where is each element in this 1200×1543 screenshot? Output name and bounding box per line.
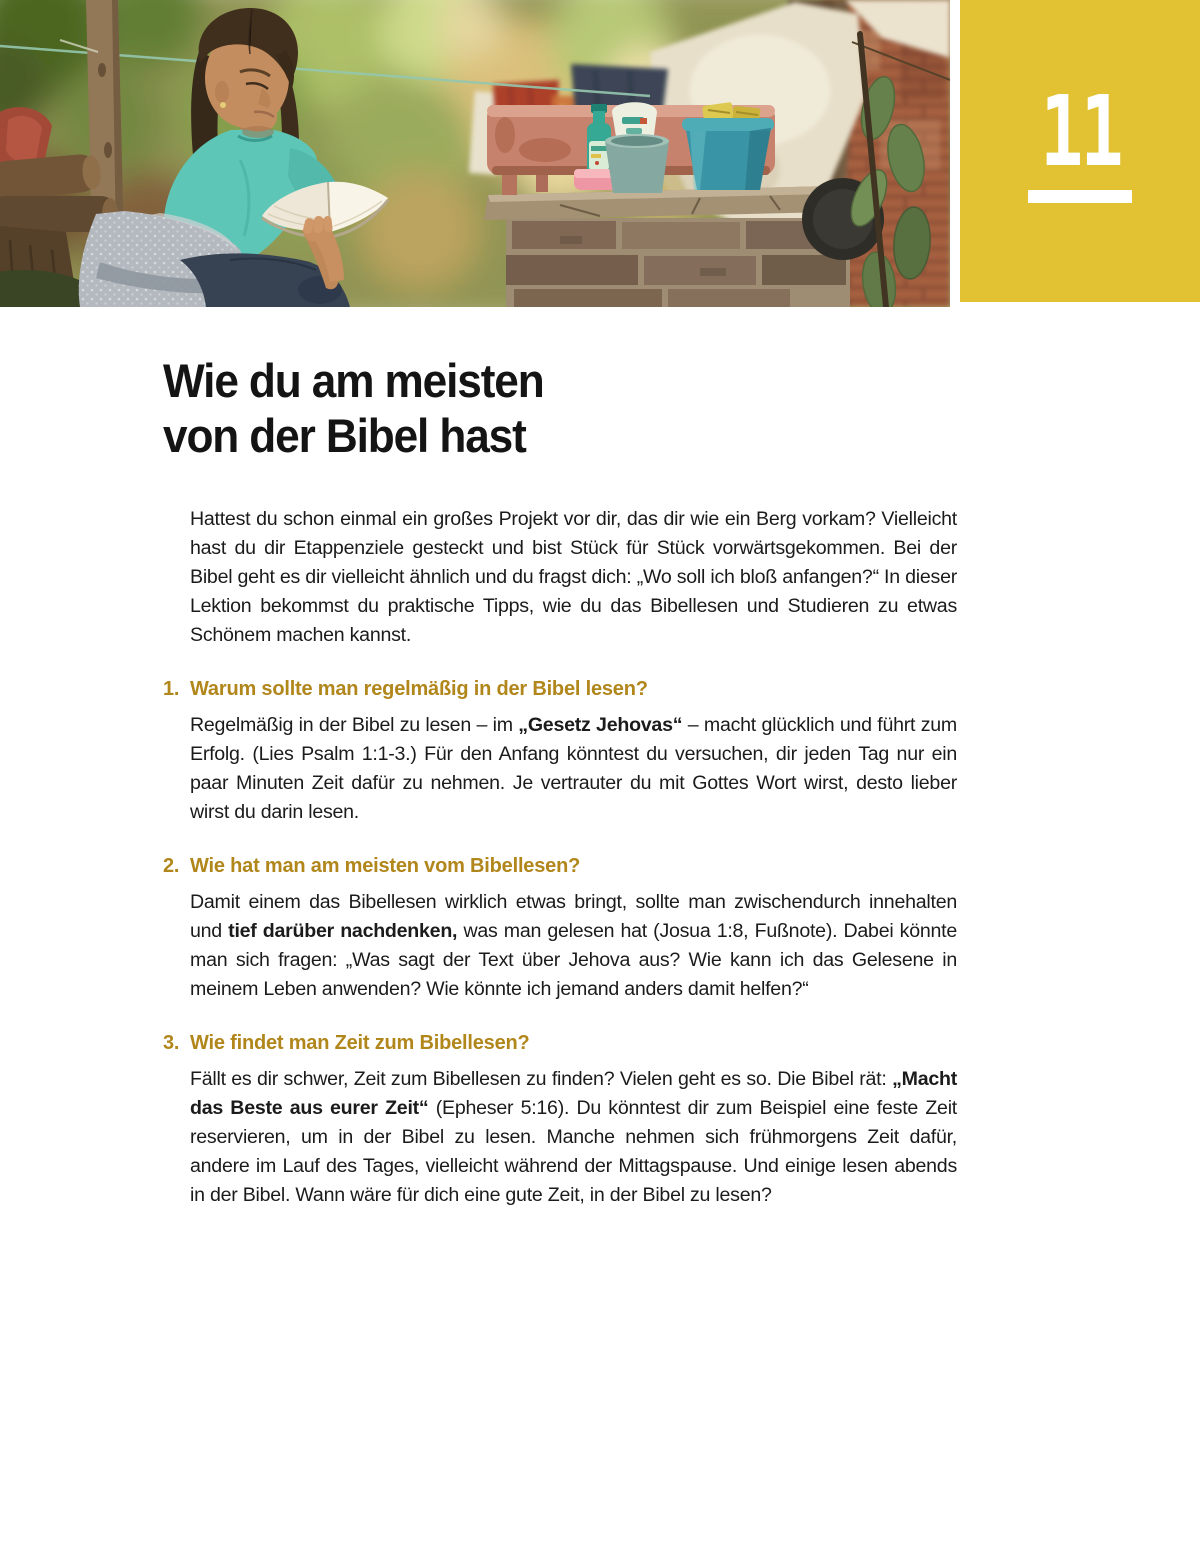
question-heading-text: Warum sollte man regelmäßig in der Bibel lesen?: [190, 678, 648, 700]
bold-phrase: tief darüber nachdenken,: [228, 920, 458, 942]
intro-paragraph: Hattest du schon einmal ein großes Projekt vor dir, das dir wie ein Berg vorkam? Vielleicht hast du dir Etappenziele gesteckt und bist Stück für Stück vorwärtsgekommen. Bei der Bibel geht es dir vielleicht ähnlich und du fragst dich: „Wo soll ich bloß anfangen?“ In dieser Lektion bekommst du praktische Tipps, wie du das Bibellesen und Studieren zu etwas Schönem machen kannst.: [190, 508, 957, 646]
lesson-section: [163, 854, 957, 1004]
chapter-box: [960, 0, 1200, 302]
hero: [0, 0, 1200, 307]
page-title-line1: Wie du am meisten: [163, 354, 544, 407]
bold-phrase: „Macht das Beste aus eurer Zeit“: [190, 1068, 957, 1119]
section-paragraph: [190, 888, 957, 1004]
photo-warm-wash: [0, 0, 950, 307]
section-paragraph: [190, 711, 957, 827]
page-title-line2: von der Bibel hast: [163, 409, 526, 462]
question-heading-text: Wie findet man Zeit zum Bibellesen?: [190, 1032, 530, 1054]
question-heading: [163, 677, 957, 702]
bold-phrase: „Gesetz Jehovas“: [518, 714, 683, 736]
text-segment: – macht glücklich und führt zum Erfolg. (Lies Psalm 1:1-3.) Für den Anfang könntest du versuchen, dir jeden Tag nur ein paar Minuten Zeit dafür zu nehmen. Je vertrauter du mit Gottes Wort wirst, desto lieber wirst du darin lesen.: [190, 714, 957, 823]
lesson-section: [163, 677, 957, 827]
text-segment: (Epheser 5:16). Du könntest dir zum Beispiel eine feste Zeit reservieren, um in der Bibel zu lesen. Manche nehmen sich frühmorgens Zeit dafür, andere im Lauf des Tages, vielleicht während der Mittagspause. Und einige lesen abends in der Bibel. Wann wäre für dich eine gute Zeit, in der Bibel zu lesen?: [190, 1097, 957, 1206]
text-segment: Regelmäßig in der Bibel zu lesen – im: [190, 714, 519, 736]
page-title: [163, 353, 909, 463]
content-column: [0, 353, 1200, 1210]
text-segment: was man gelesen hat (Josua 1:8, Fußnote). Dabei könnte man sich fragen: „Was sagt der Text über Jehova aus? Wie kann ich das Gelesene in meinem Leben anwenden? Wie könnte ich jemand anders damit helfen?“: [190, 920, 957, 1000]
chapter-number: 11: [1039, 75, 1121, 188]
hero-gap: [950, 0, 960, 307]
sections: [163, 677, 957, 1210]
question-number: 2.: [163, 855, 180, 877]
lesson-section: [163, 1031, 957, 1210]
question-heading: [163, 854, 957, 879]
question-number: 1.: [163, 678, 180, 700]
section-paragraph: [190, 1065, 957, 1210]
question-number: 3.: [163, 1032, 180, 1054]
hero-photo: [0, 0, 950, 307]
text-segment: Fällt es dir schwer, Zeit zum Bibellesen zu finden? Vielen geht es so. Die Bibel rät:: [190, 1068, 893, 1090]
question-heading-text: Wie hat man am meisten vom Bibellesen?: [190, 855, 581, 877]
chapter-underline: [1028, 190, 1132, 203]
text-segment: Damit einem das Bibellesen wirklich etwas bringt, sollte man zwischendurch innehalten und: [190, 891, 957, 942]
question-heading: [163, 1031, 957, 1056]
